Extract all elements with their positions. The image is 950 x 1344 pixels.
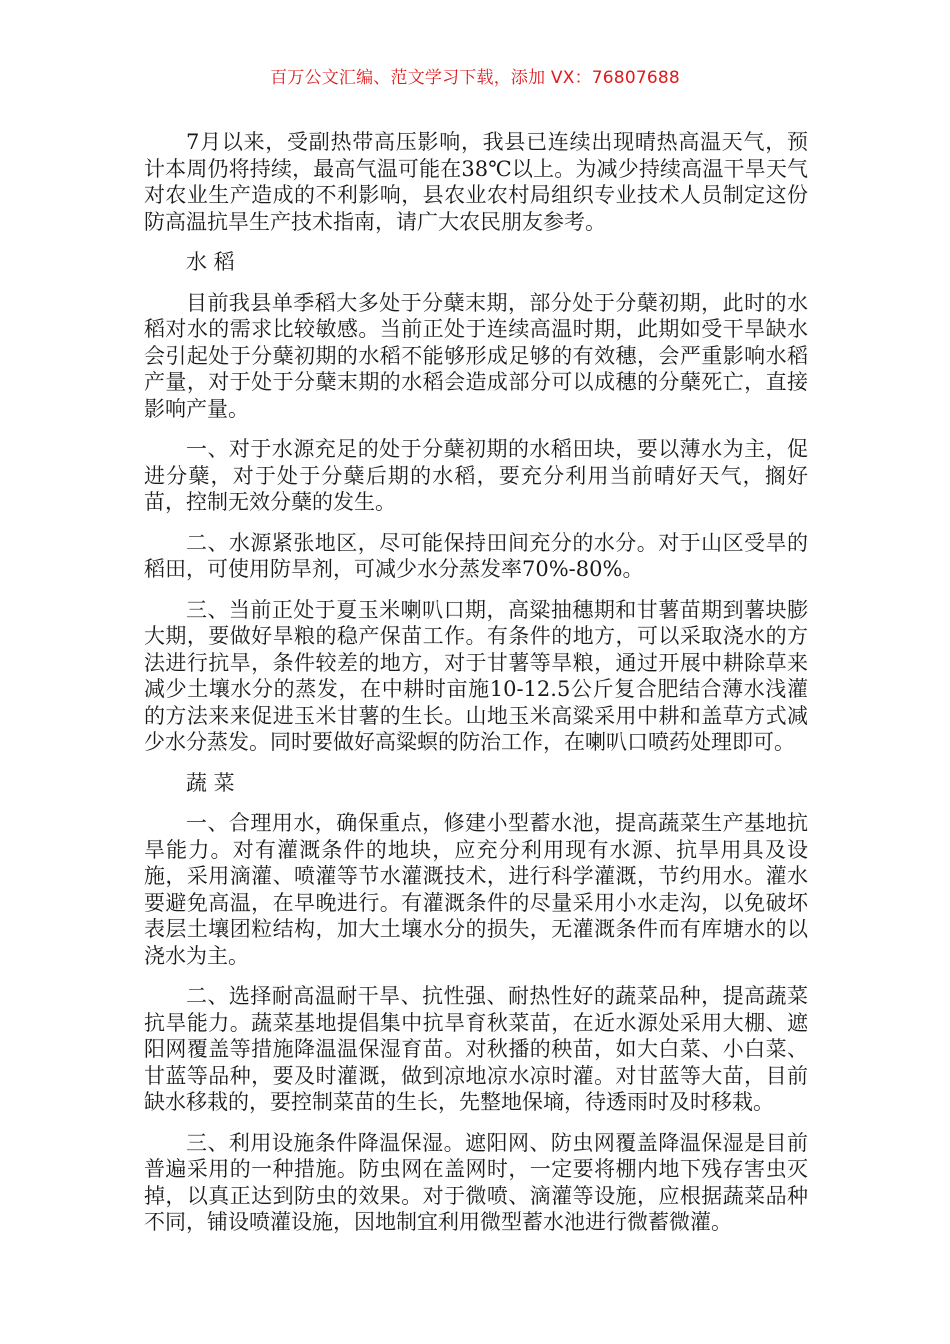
banner-text: 百万公文汇编、范文学习下载，添加 VX：76807688 (270, 68, 680, 88)
rice-paragraph: 三、当前正处于夏玉米喇叭口期，高粱抽穗期和甘薯苗期到薯块膨大期，要做好旱粮的稳产保苗工作。有条件的地方，可以采取浇水的方法进行抗旱，条件较差的地方，对于甘薯等旱粮，通过开展中耕除草来减少土壤水分的蒸发，在中耕时亩施10-12.5公斤复合肥结合薄水浅灌的方法来来促进玉米甘薯的生长。山地玉米高粱采用中耕和盖草方式减少水分蒸发。同时要做好高粱螟的防治工作，在喇叭口喷药处理即可。 (144, 597, 808, 754)
section-heading-rice: 水 稻 (186, 250, 235, 274)
vegetables-paragraph: 二、选择耐高温耐干旱、抗性强、耐热性好的蔬菜品种，提高蔬菜抗旱能力。蔬菜基地提倡集中抗旱育秋菜苗，在近水源处采用大棚、遮阳网覆盖等措施降温温保湿育苗。对秋播的秧苗，如大白菜、小白菜、甘蓝等品种，要及时灌溉，做到凉地凉水凉时灌。对甘蓝等大苗，目前缺水移栽的，要控制菜苗的生长，先整地保墒，待透雨时及时移栽。 (144, 984, 808, 1114)
rice-paragraph: 一、对于水源充足的处于分蘖初期的水稻田块，要以薄水为主，促进分蘖，对于处于分蘖后期的水稻，要充分利用当前晴好天气，搁好苗，控制无效分蘖的发生。 (144, 437, 808, 514)
rice-paragraph: 二、水源紧张地区，尽可能保持田间充分的水分。对于山区受旱的稻田，可使用防旱剂，可减少水分蒸发率70%-80%。 (144, 530, 808, 581)
rice-paragraph: 目前我县单季稻大多处于分蘖末期，部分处于分蘖初期，此时的水稻对水的需求比较敏感。当前正处于连续高温时期，此期如受干旱缺水会引起处于分蘖初期的水稻不能够形成足够的有效穗，会严重影响水稻产量，对于处于分蘖末期的水稻会造成部分可以成穗的分蘖死亡，直接影响产量。 (144, 290, 808, 421)
section-heading-vegetables: 蔬 菜 (186, 770, 235, 795)
vegetables-paragraph: 三、利用设施条件降温保湿。遮阳网、防虫网覆盖降温保湿是目前普遍采用的一种措施。防虫网在盖网时，一定要将棚内地下残存害虫灭掉，以真正达到防虫的效果。对于微喷、滴灌等设施，应根据蔬菜品种不同，铺设喷灌设施，因地制宜利用微型蓄水池进行微蓄微灌。 (144, 1130, 808, 1234)
intro-paragraph: 7月以来，受副热带高压影响，我县已连续出现晴热高温天气，预计本周仍将持续，最高气温可能在38℃以上。为减少持续高温干旱天气对农业生产造成的不利影响，县农业农村局组织专业技术人员制定这份防高温抗旱生产技术指南，请广大农民朋友参考。 (144, 130, 808, 234)
vegetables-paragraph: 一、合理用水，确保重点，修建小型蓄水池，提高蔬菜生产基地抗旱能力。对有灌溉条件的地块，应充分利用现有水源、抗旱用具及设施，采用滴灌、喷灌等节水灌溉技术，进行科学灌溉，节约用水。灌水要避免高温，在早晚进行。有灌溉条件的尽量采用小水走沟，以免破坏表层土壤团粒结构，加大土壤水分的损失，无灌溉条件而有库塘水的以浇水为主。 (144, 811, 808, 968)
document-body (144, 129, 808, 1250)
download-banner (0, 66, 950, 90)
